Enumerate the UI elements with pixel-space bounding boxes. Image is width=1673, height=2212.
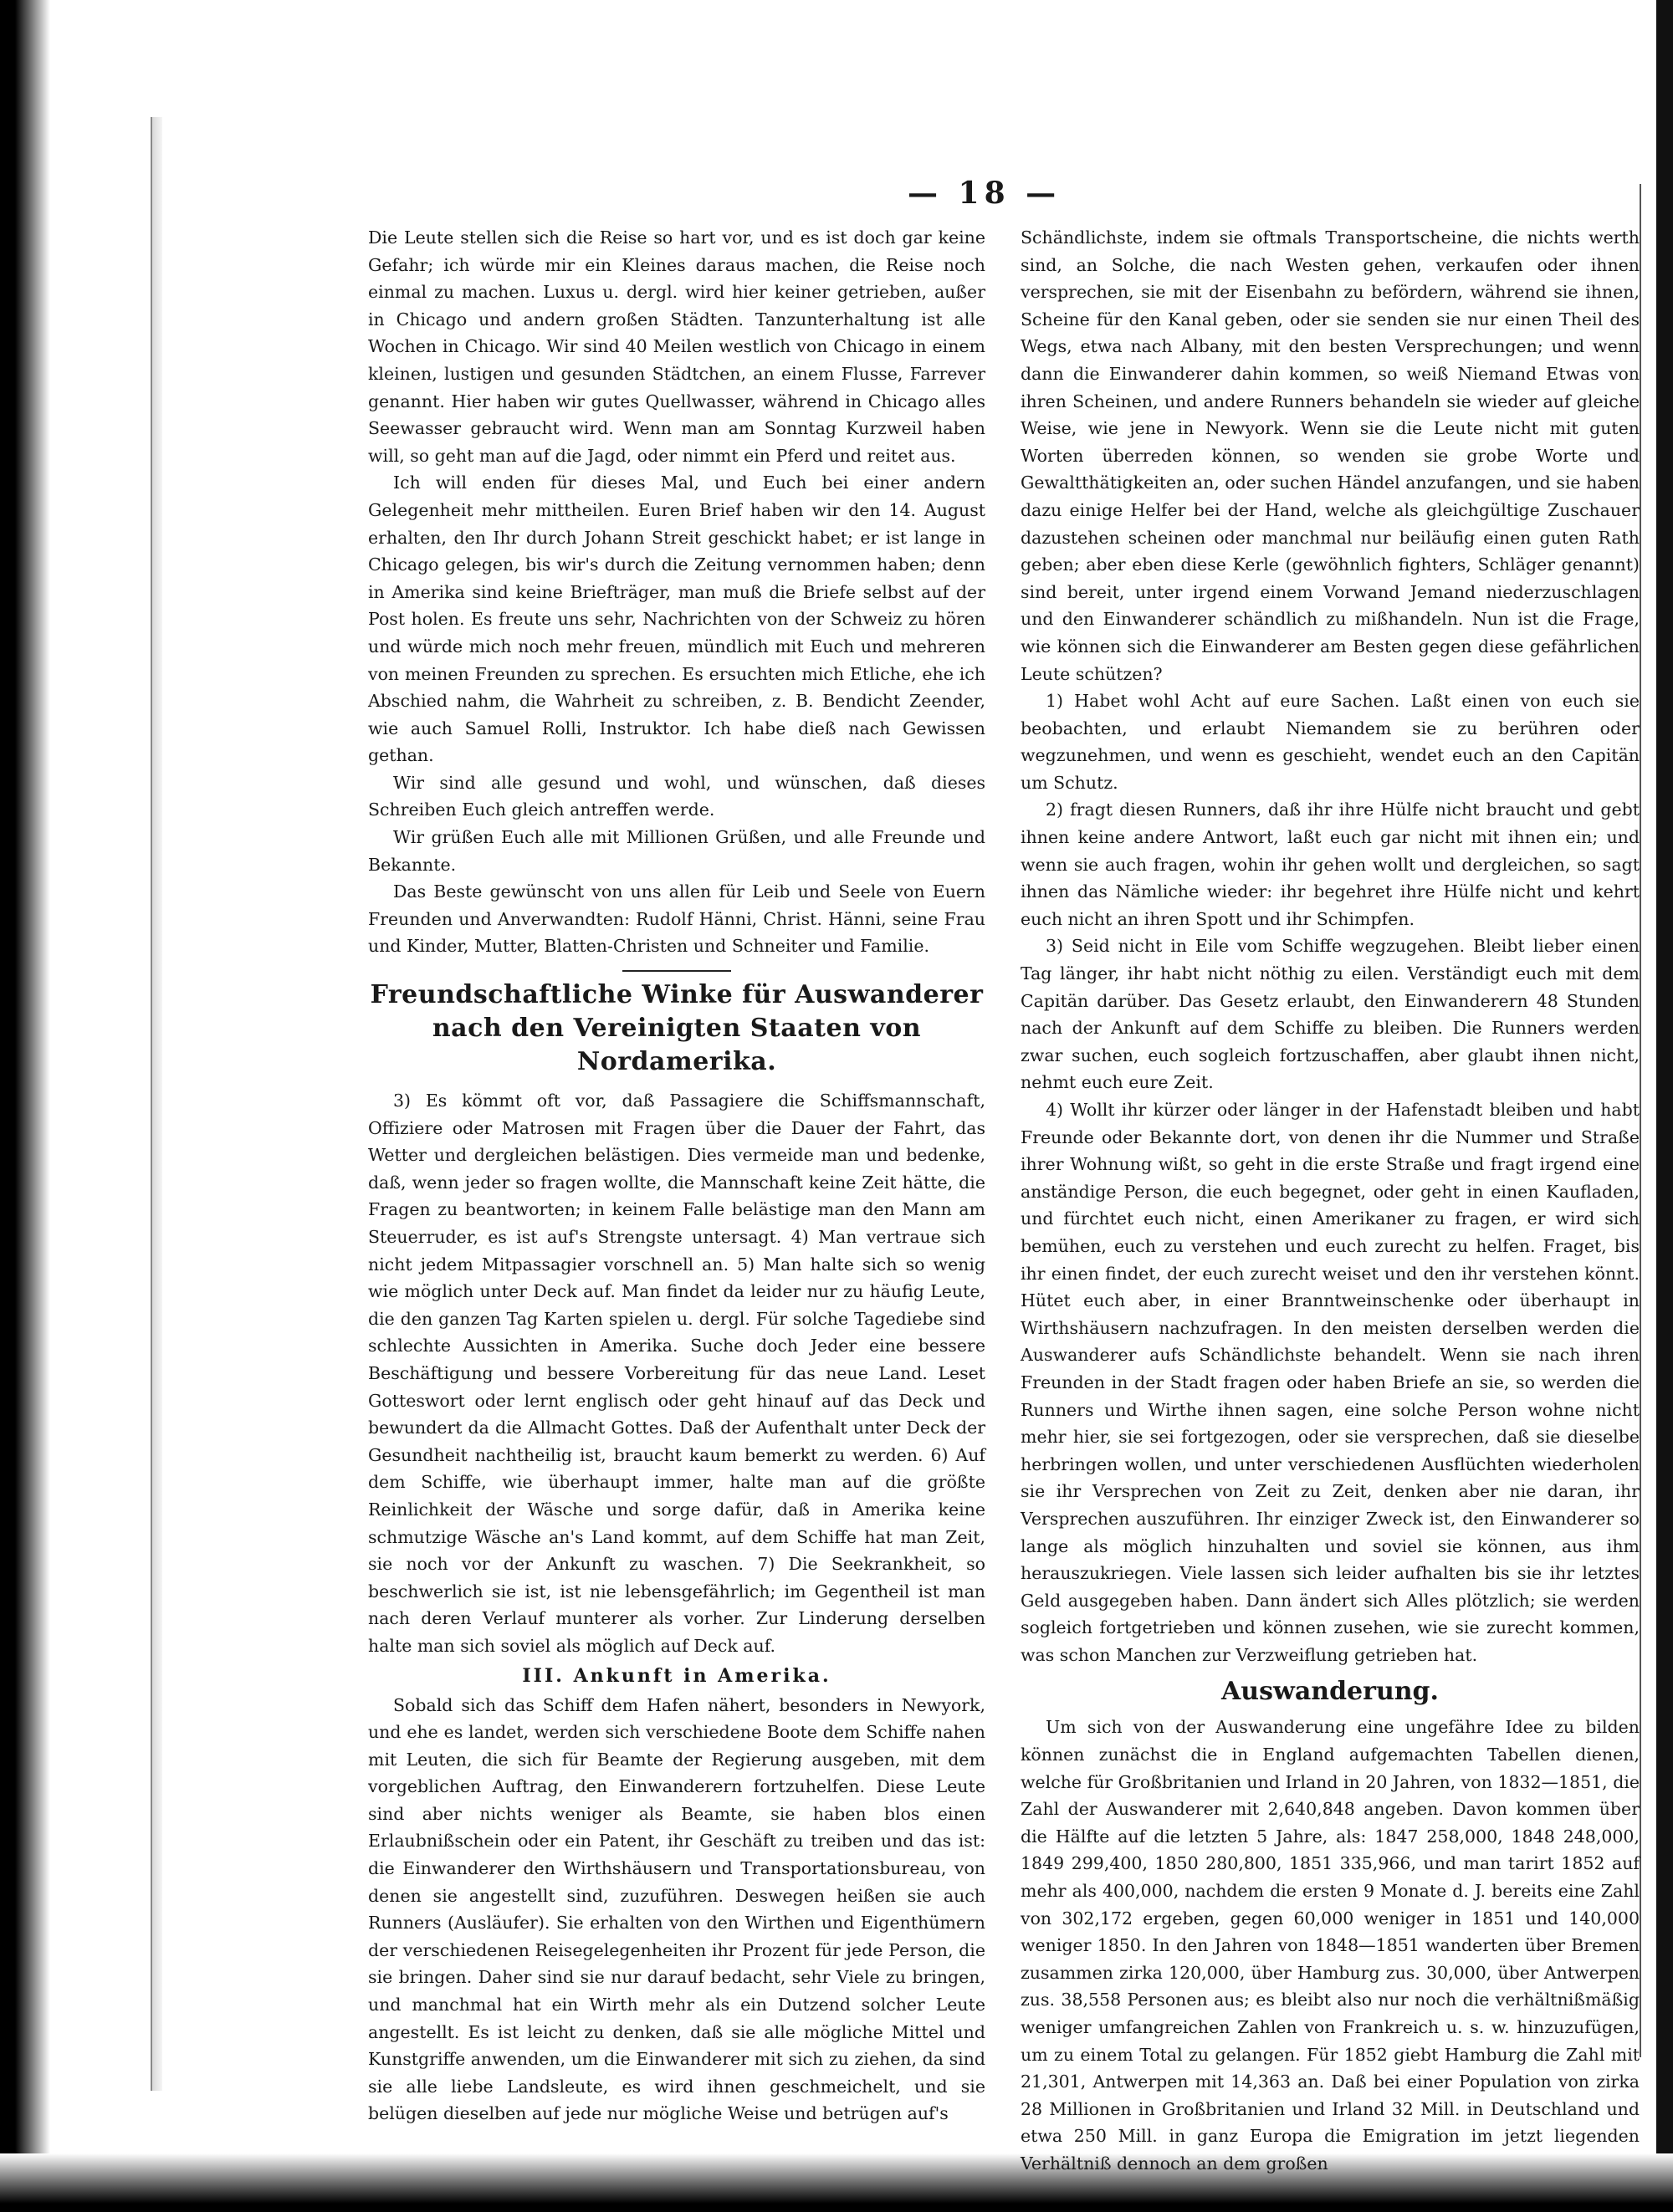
tip-paragraph: 1) Habet wohl Acht auf eure Sachen. Laßt einen von euch sie beobachten, und erlaubt Niemandem sie zu berühren oder wegzunehmen, und wenn es geschieht, wendet euch an den Capitän um Schutz. (1021, 691, 1640, 793)
scan-adjacent-page-edge (1640, 184, 1658, 2057)
tip-paragraph: 2) fragt diesen Runners, daß ihr ihre Hülfe nicht braucht und gebt ihnen keine andere Antwort, laßt euch gar nicht mit ihnen ein; und wenn sie auch fragen, wohin ihr gehen wollt und dergleichen, so sagt ihnen das Nämliche wieder: ihr begehret ihre Hülfe nicht und kehrt euch nicht an ihren Spott und ihr Schimpfen. (1021, 799, 1640, 929)
continuation-paragraph: Schändlichste, indem sie oftmals Transportscheine, die nichts werth sind, an Solche, die nach Westen gehen, verkaufen oder ihnen versprechen, sie mit der Eisenbahn zu befördern, während sie ihnen, Scheine für den Kanal geben, oder sie senden sie nur einen Theil des Wegs, etwa nach Albany, mit den besten Versprechungen; und wenn dann die Einwanderer dahin kommen, so weiß Niemand Etwas von ihren Scheinen, und andere Runners behandeln sie wieder auf gleiche Weise, wie jene in Newyork. Wenn sie die Leute nicht mit guten Worten überreden können, so wenden sie grobe Worte und Gewaltthätigkeiten an, oder suchen Händel anzufangen, und sie haben dazu einige Helfer bei der Hand, welche als gleichgültige Zuschauer dazustehen scheinen oder manchmal nur beiläufig einen guten Rath geben; aber eben diese Kerle (gewöhnlich fighters, Schläger genannt) sind bereit, unter irgend einem Vorwand Jemand niederzuschlagen und den Einwanderer schändlich zu mißhandeln. Nun ist die Frage, wie können sich die Einwanderer am Besten gegen diese gefährlichen Leute schützen? (1021, 227, 1640, 684)
section-title: Auswanderung. (1221, 1677, 1439, 1707)
letter-paragraph: Wir sind alle gesund und wohl, und wünschen, daß dieses Schreiben Euch gleich antreffen werde. (368, 772, 985, 820)
arrival-paragraph: Sobald sich das Schiff dem Hafen nähert, besonders in Newyork, und ehe es landet, werden sich verschiedene Boote dem Schiffe nahen mit Leuten, die sich für Beamte der Regierung ausgeben, mit dem vorgeblichen Auftrag, den Einwanderern fortzuhelfen. Diese Leute sind aber nichts weniger als Beamte, sie haben blos einen Erlaubnißschein oder ein Patent, ihr Geschäft zu treiben und das ist: die Einwanderer den Wirthshäusern und Transportationsbureau, von denen sie angestellt sind, zuzuführen. Deswegen heißen sie auch Runners (Ausläufer). Sie erhalten von den Wirthen und Eigenthümern der verschiedenen Reisegelegenheiten ihr Prozent für jede Person, die sie bringen. Daher sind sie nur darauf bedacht, sehr Viele zu bringen, und manchmal hat ein Wirth mehr als ein Dutzend solcher Leute angestellt. Es ist leicht zu denken, daß sie alle mögliche Mittel und Kunstgriffe anwenden, um die Einwanderer mit sich zu ziehen, da sind sie alle liebe Landsleute, es wird ihnen geschmeichelt, und sie belügen dieselben auf jede nur mögliche Weise und betrügen auf's (368, 1694, 985, 2124)
page-number: — 18 — (908, 176, 1062, 211)
section-subheading: III. Ankunft in Amerika. (522, 1664, 831, 1687)
article-headline: Freundschaftliche Winke für Auswanderer nach den Vereinigten Staaten von Nordamerika. (370, 980, 984, 1077)
letter-paragraph: Die Leute stellen sich die Reise so hart vor, und es ist doch gar keine Gefahr; ich würde mir ein Kleines daraus machen, die Reise noch einmal zu machen. Luxus u. dergl. wird hier keiner getrieben, außer in Chicago und andern großen Städten. Tanzunterhaltung ist alle Wochen in Chicago. Wir sind 40 Meilen westlich von Chicago in einem kleinen, lustigen und gesunden Städtchen, an einem Flusse, Farrever genannt. Hier haben wir gutes Quellwasser, während in Chicago alles Seewasser gebraucht wird. Wenn man am Sonntag Kurzweil haben will, so geht man auf die Jagd, oder nimmt ein Pferd und reitet aus. (368, 227, 985, 466)
scan-border-left (0, 0, 151, 2212)
tip-paragraph: 4) Wollt ihr kürzer oder länger in der Hafenstadt bleiben und habt Freunde oder Bekannte dort, von denen ihr die Nummer und Straße ihrer Wohnung wißt, so geht in die erste Straße und fragt irgend eine anständige Person, die euch begegnet, oder geht in einen Kaufladen, und fürchtet euch nicht, einen Amerikaner zu fragen, er wird sich bemühen, euch zu verstehen und euch zurecht zu helfen. Fraget, bis ihr einen findet, der euch zurecht weiset und den ihr verstehen könnt. Hütet euch aber, in einer Branntweinschenke oder überhaupt in Wirthshäusern nachzufragen. In den meisten derselben werden die Auswanderer aufs Schändlichste behandelt. Wenn sie nach ihren Freunden in der Stadt fragen oder haben Briefe an sie, so werden die Runners und Wirthe ihnen sagen, eine solche Person wohne nicht mehr hier, sie sei fortgezogen, oder sie versprechen, daß sie dieselbe herbringen wollen, und unter verschiedenen Ausflüchten wiederholen sie ihr Versprechen von Zeit zu Zeit, denken aber nie daran, ihr Versprechen auszuführen. Ihr einziger Zweck ist, den Einwanderer so lange als möglich hinzuhalten und soviel sie können, aus ihm herauszukriegen. Viele lassen sich leider aufhalten bis sie ihr letztes Geld ausgegeben haben. Dann ändert sich Alles plötzlich; sie werden sogleich fortgetrieben und können zusehen, wie sie zurecht kommen, was schon Manchen zur Verzweiflung getrieben hat. (1021, 1100, 1640, 1665)
advice-paragraph: 3) Es kömmt oft vor, daß Passagiere die Schiffsmannschaft, Offiziere oder Matrosen mit Fragen über die Dauer der Fahrt, das Wetter und dergleichen belästigen. Dies vermeide man und bedenke, daß, wenn jeder so fragen wollte, die Mannschaft keine Zeit hätte, die Fragen zu beantworten; in keinem Falle belästige man den Mann am Steuerruder, es ist auf's Strengste untersagt. 4) Man vertraue sich nicht jedem Mitpassagier vorschnell an. 5) Man halte sich so wenig wie möglich unter Deck auf. Man findet da leider nur zu häufig Leute, die den ganzen Tag Karten spielen u. dergl. Für solche Tagediebe sind schlechte Aussichten in Amerika. Suche doch Jeder eine bessere Beschäftigung und bessere Vorbereitung für das neue Land. Leset Gotteswort oder lernt englisch oder geht hinauf auf das Deck und bewundert da die Allmacht Gottes. Daß der Aufenthalt unter Deck der Gesundheit nachtheilig ist, braucht kaum bemerkt zu werden. 6) Auf dem Schiffe, wie überhaupt immer, halte man auf die größte Reinlichkeit der Wäsche und sorge dafür, daß in Amerika keine schmutzige Wäsche an's Land kommt, auf dem Schiffe hat man Zeit, sie noch vor der Ankunft zu waschen. 7) Die Seekrankheit, so beschwerlich sie ist, ist nie lebensgefährlich; im Gegentheil ist man nach deren Verlauf munterer als vorher. Zur Linderung derselben halte man sich soviel als möglich auf Deck auf. (368, 1091, 985, 1656)
letter-paragraph: Wir grüßen Euch alle mit Millionen Grüßen, und alle Freunde und Bekannte. (368, 827, 985, 875)
right-column (1021, 224, 1640, 2178)
letter-signature-paragraph: Das Beste gewünscht von uns allen für Leib und Seele von Euern Freunden und Anverwandten: Rudolf Hänni, Christ. Hänni, seine Frau und Kinder, Mutter, Blatten-Christen und Schneiter und Familie. (368, 881, 985, 957)
letter-paragraph: Ich will enden für dieses Mal, und Euch bei einer andern Gelegenheit mehr mittheilen. Euren Brief haben wir den 14. August erhalten, den Ihr durch Johann Streit geschickt habet; er ist lange in Chicago gelegen, bis wir's durch die Zeitung vernommen haben; denn in Amerika sind keine Briefträger, man muß die Briefe selbst auf der Post holen. Es freute uns sehr, Nachrichten von der Schweiz zu hören und würde mich noch mehr freuen, mündlich mit Euch und mehreren von meinen Freunden zu sprechen. Es ersuchten mich Etliche, ehe ich Abschied nahm, die Wahrheit zu schreiben, z. B. Bendicht Zeender, wie auch Samuel Rolli, Instruktor. Ich habe dieß nach Gewissen gethan. (368, 473, 985, 766)
emigration-paragraph: Um sich von der Auswanderung eine ungefähre Idee zu bilden können zunächst die in England aufgemachten Tabellen dienen, welche für Großbritanien und Irland in 20 Jahren, von 1832—1851, die Zahl der Auswanderer mit 2,640,848 angeben. Davon kommen über die Hälfte auf die letzten 5 Jahre, als: 1847 258,000, 1848 248,000, 1849 299,400, 1850 280,800, 1851 335,966, und man tarirt 1852 auf mehr als 400,000, nachdem die ersten 9 Monate d. J. bereits eine Zahl von 302,172 ergeben, gegen 60,000 weniger in 1851 und 140,000 weniger 1850. In den Jahren von 1848—1851 wanderten über Bremen zusammen zirka 120,000, über Hamburg zus. 30,000, über Antwerpen zus. 38,558 Personen aus; es bleibt also nur noch die verhältnißmäßig weniger umfangreichen Zahlen von Frankreich u. s. w. hinzuzufügen, um zu einem Total zu gelangen. Für 1852 giebt Hamburg die Zahl mit 21,301, Antwerpen mit 14,363 an. Daß bei einer Population von zirka 28 Millionen in Großbritanien und Irland 32 Mill. in Deutschland und etwa 250 Mill. in ganz Europa die Emigration im jetzt liegenden Verhältniß dennoch an dem großen (1021, 1717, 1640, 2174)
scan-border-right (1656, 0, 1673, 2212)
section-divider (622, 970, 731, 972)
scan-page-fold (151, 117, 162, 2091)
tip-paragraph: 3) Seid nicht in Eile vom Schiffe wegzugehen. Bleibt lieber einen Tag länger, ihr habt nicht nöthig zu eilen. Verständigt euch mit dem Capitän darüber. Das Gesetz erlaubt, den Einwanderern 48 Stunden nach der Ankunft auf dem Schiffe zu bleiben. Die Runners werden zwar suchen, euch sogleich fortzuschaffen, aber glaubt ihnen nicht, nehmt euch eure Zeit. (1021, 936, 1640, 1093)
left-column (368, 224, 985, 2128)
